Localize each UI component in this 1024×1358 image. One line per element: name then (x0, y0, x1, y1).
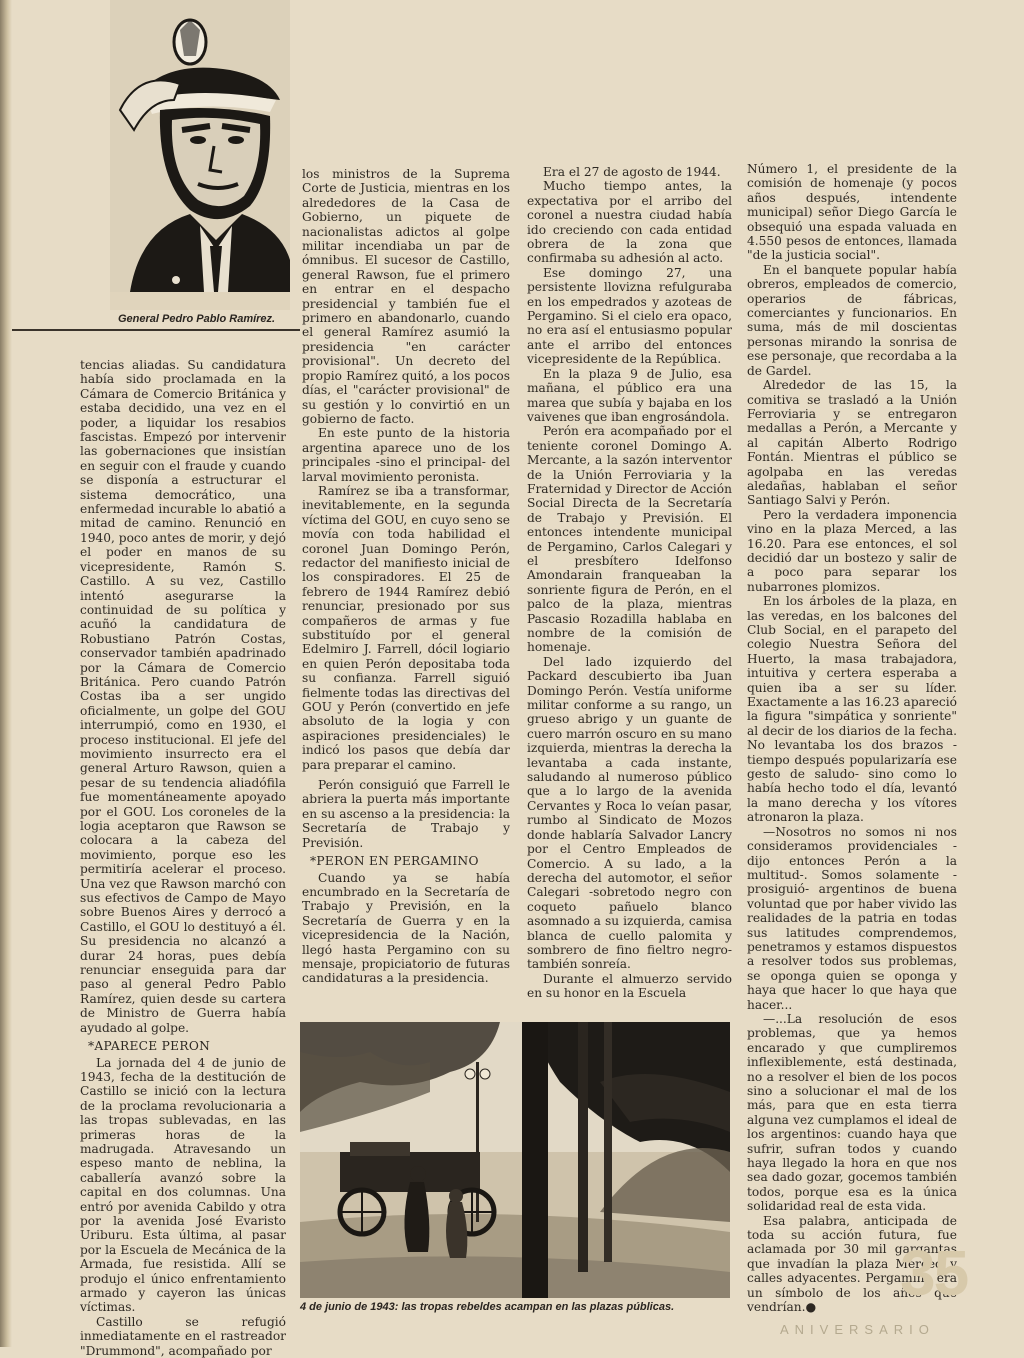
article-column-3 (527, 165, 732, 1001)
col4-paragraph: Esa palabra, anticipada de toda su acción futura, fue aclamada por 30 mil gargantas que invadían la plaza Merced y calles adyacentes. Pergamino era un símbolo de los años que vendrían.● (747, 1213, 957, 1315)
col2-paragraph: los ministros de la Suprema Corte de Justicia, mientras en los alrededores de la Casa de Gobierno, un piquete de nacionalistas adictos al golpe militar incendiaba un par de ómnibus. El sucesor de Castillo, general Rawson, fue el primero en entrar en el despacho presidencial y también fue el primero en abandonarlo, cuando el general Ramírez asumió la presidencia "en carácter provisional". Un decreto del propio Ramírez quitó, a los pocos días, el "carácter provisional" de su gestión y lo convirtió en un gobierno de facto. (302, 167, 510, 426)
col4-paragraph: En los árboles de la plaza, en las veredas, en los balcones del Club Social, en el parapeto del colegio Nuestra Señora del Huerto, la masa trabajadora, intuitiva y certera esperaba a quien iba a ser su líder. Exactamente a las 16.23 apareció la figura "simpática y sonriente" al decir de los diarios de la fecha. No levantaba los dos brazos -tiempo después popularizaría ese gesto de saludo- sino como lo había hecho todo el día, levantó la mano derecha y los vítores atronaron la plaza. (747, 594, 957, 825)
col4-paragraph: Alrededor de las 15, la comitiva se trasladó a la Unión Ferroviaria y se entregaron medallas a Perón, a Mercante y al capitán Alberto Rodrigo Fontán. Mientras el público se agolpaba en las veredas aledañas, hablaban el señor Santiago Salvi y Perón. (747, 378, 957, 508)
col4-paragraph: Número 1, el presidente de la comisión de homenaje (y pocos años después, intendente municipal) señor Diego García le obsequió una espada valuada en 4.550 pesos de entonces, llamada "de la justicia social". (747, 162, 957, 263)
page-binding-edge (0, 0, 12, 1347)
col3-paragraph: Era el 27 de agosto de 1944. (543, 165, 721, 179)
col1-paragraph: La jornada del 4 de junio de 1943, fecha de la destitución de Castillo se inició con la lectura de la proclama revolucionaria a las tropas sublevadas, en las primeras horas de la madrugada. Atravesando un espeso manto de neblina, la caballería avanzó sobre la capital en dos columnas. Una entró por avenida Cabildo y otra por la avenida José Evaristo Uriburu. Esta última, al pasar por la Escuela de Mecánica de la Armada, fue resistida. Allí se produjo el único enfrentamiento armado y cayeron las únicas víctimas. (80, 1055, 286, 1315)
col2-paragraph: Perón consiguió que Farrell le abriera la puerta más importante en su ascenso a la presidencia: la Secretaría de Trabajo y Previsión. (302, 778, 510, 850)
col4-paragraph: —...La resolución de esos problemas, que ya hemos encarado y que cumpliremos inflexiblemente, está destinada, no a resolver el bien de los pocos sino a solucionar el mal de los más, para que en esta tierra alguna vez cumplamos el ideal de los argentinos: cuando haya que sufrir, sufran todos y cuando haya llegado la hora en que nos sea dado gozar, gocemos también todos, porque esa es la única solidaridad real de esta vida. (747, 1011, 957, 1214)
col3-paragraph: En la plaza 9 de Julio, esa mañana, el público era una marea que subía y bajaba en los vaivenes que iban engrosándola. (527, 366, 732, 424)
street-scene-photo (300, 1022, 730, 1298)
col4-paragraph: Pero la verdadera imponencia vino en la plaza Merced, a las 16.20. Para ese entonces, el sol decidió dar un bostezo y salir de a poco para separar los nubarrones plomizos. (747, 507, 957, 594)
article-column-4 (747, 162, 957, 1315)
section-divider (12, 329, 300, 331)
col1-paragraph: tencias aliadas. Su candidatura había sido proclamada en la Cámara de Comercio Británica y estaba decidido, una vez en el poder, a liquidar los resabios fascistas. Empezó por intervenir las gobernaciones que insistían en seguir con el fraude y cuando se disponía a estructurar el sistema democrático, una enfermedad incurable lo abatió a mitad de camino. Renunció en 1940, poco antes de morir, y dejó el poder en manos de su vicepresidente, Ramón S. Castillo. A su vez, Castillo intentó asegurarse la continuidad de su política y acuñó la candidatura de Robustiano Patrón Costas, conservador también apadrinado por la Cámara de Comercio Británica. Pero cuando Patrón Costas iba a ser ungido oficialmente, un golpe del GOU interrumpió, como en 1930, el proceso institucional. El jefe del movimiento insurrecto era el general Arturo Rawson, quien a pesar de su tendencia aliadófila fue momentáneamente apoyado por el GOU. Los coroneles de la logia aceptaron que Rawson se colocara a la cabeza del movimiento, porque eso les permitiría acelerar el proceso. Una vez que Rawson marchó con sus efectivos de Campo de Mayo sobre Buenos Aires y derrocó a Castillo, el GOU lo destituyó a él. Su presidencia no alcanzó a durar 24 horas, pues debía renunciar enseguida para dar paso al general Pedro Pablo Ramírez, quien desde su cartera de Ministro de Guerra había ayudado al golpe. (80, 358, 286, 1035)
col4-paragraph: —Nosotros no somos ni nos consideramos providenciales -dijo entonces Perón a la multitud-. Somos solamente -prosiguió- argentinos de buena voluntad que por haber vivido las realidades de la patria en todas sus latitudes comprendemos, penetramos y estamos dispuestos a resolver todos sus problemas, se oponga quien se oponga y haya que hacer lo que haya que hacer... (747, 824, 957, 1012)
subheading-peron-en-pergamino: *PERON EN PERGAMINO (310, 854, 479, 869)
col2-paragraph: Cuando ya se había encumbrado en la Secretaría de Trabajo y Previsión, en la Secretaría de Guerra y en la vicepresidencia de la Nación, llegó hasta Pergamino con su mensaje, propiciatorio de futuras candidaturas a la presidencia. (302, 870, 510, 986)
col3-paragraph: Del lado izquierdo del Packard descubierto iba Juan Domingo Perón. Vestía uniforme militar conforme a su rango, un grueso abrigo y un guante de cuero marrón oscuro en su mano izquierda, mientras la derecha la levantaba a cada instante, saludando al numeroso público que a lo largo de la avenida Cervantes y Roca lo veían pasar, rumbo al Sindicato de Mozos donde hablaría Salvador Lancry por el Centro Empleados de Comercio. A su lado, a la derecha del automotor, el señor Calegari -sobretodo negro con coqueto pañuelo blanco asomnado a su izquierda, camisa blanca de cuello palomita y sombrero de fino fieltro negro- también sonreía. (527, 654, 732, 972)
anniversary-watermark-number: 35 (900, 1237, 968, 1309)
subheading-aparece-peron: *APARECE PERON (88, 1039, 211, 1054)
col3-paragraph: Durante el almuerzo servido en su honor en la Escuela (527, 971, 732, 1001)
article-column-1 (80, 358, 286, 1358)
col1-paragraph: Castillo se refugió inmediatamente en el rastreador "Drummond", acompañado por (80, 1314, 286, 1358)
col2-paragraph: Ramírez se iba a transformar, inevitablemente, en la segunda víctima del GOU, en cuyo seno se movía con toda habilidad el coronel Juan Domingo Perón, redactor del manifiesto inicial de los conspiradores. El 25 de febrero de 1944 Ramírez debió renunciar, presionado por sus compañeros de armas y fue substituído por el general Edelmiro J. Farrell, dócil logiario en quien Perón depositaba toda su confianza. Farrell siguió fielmente todas las directivas del GOU y Perón (convertido en jefe absoluto de la logia y con aspiraciones presidenciales) le indicó los pasos que debía dar para preparar el camino. (302, 483, 510, 772)
portrait-photo (110, 0, 290, 310)
col3-paragraph: Ese domingo 27, una persistente llovizna refulguraba en los empedrados y azoteas de Pergamino. Si el cielo era opaco, no era así el entusiasmo popular ante el arribo del entonces vicepresidente de la República. (527, 265, 732, 367)
anniversary-watermark: ANIVERSARIO (780, 1322, 935, 1337)
col2-paragraph: En este punto de la historia argentina aparece uno de los principales -sino el principal- del larval movimiento peronista. (302, 426, 510, 484)
article-column-2 (302, 167, 510, 986)
col3-paragraph: Mucho tiempo antes, la expectativa por el arribo del coronel a nuestra ciudad había ido creciendo con cada entidad obrera de la zona que confirmaba su adhesión al acto. (527, 179, 732, 266)
col4-paragraph: En el banquete popular había obreros, empleados de comercio, operarios de fábricas, comerciantes y funcionarios. En suma, más de mil doscientas personas mirando la sonrisa de ese personaje, que recordaba a la de Gardel. (747, 262, 957, 378)
col3-paragraph: Perón era acompañado por el teniente coronel Domingo A. Mercante, a la sazón interventor de la Unión Ferroviaria y la Fraternidad y Director de Acción Social Directa de la Secretaría de Trabajo y Previsión. El entonces intendente municipal de Pergamino, Carlos Calegari y el presbítero Idelfonso Amondarain franqueaban la sonriente figura de Perón, en el palco de la plaza, mientras Pascasio Rozadilla hablaba en nombre de la comisión de homenaje. (527, 424, 732, 655)
portrait-caption: General Pedro Pablo Ramírez. (118, 313, 276, 325)
bottom-photo-caption: 4 de junio de 1943: las tropas rebeldes acampan en las plazas públicas. (300, 1301, 675, 1313)
street-scene-photo-icon (300, 1022, 730, 1298)
portrait-photo-icon (110, 0, 290, 292)
